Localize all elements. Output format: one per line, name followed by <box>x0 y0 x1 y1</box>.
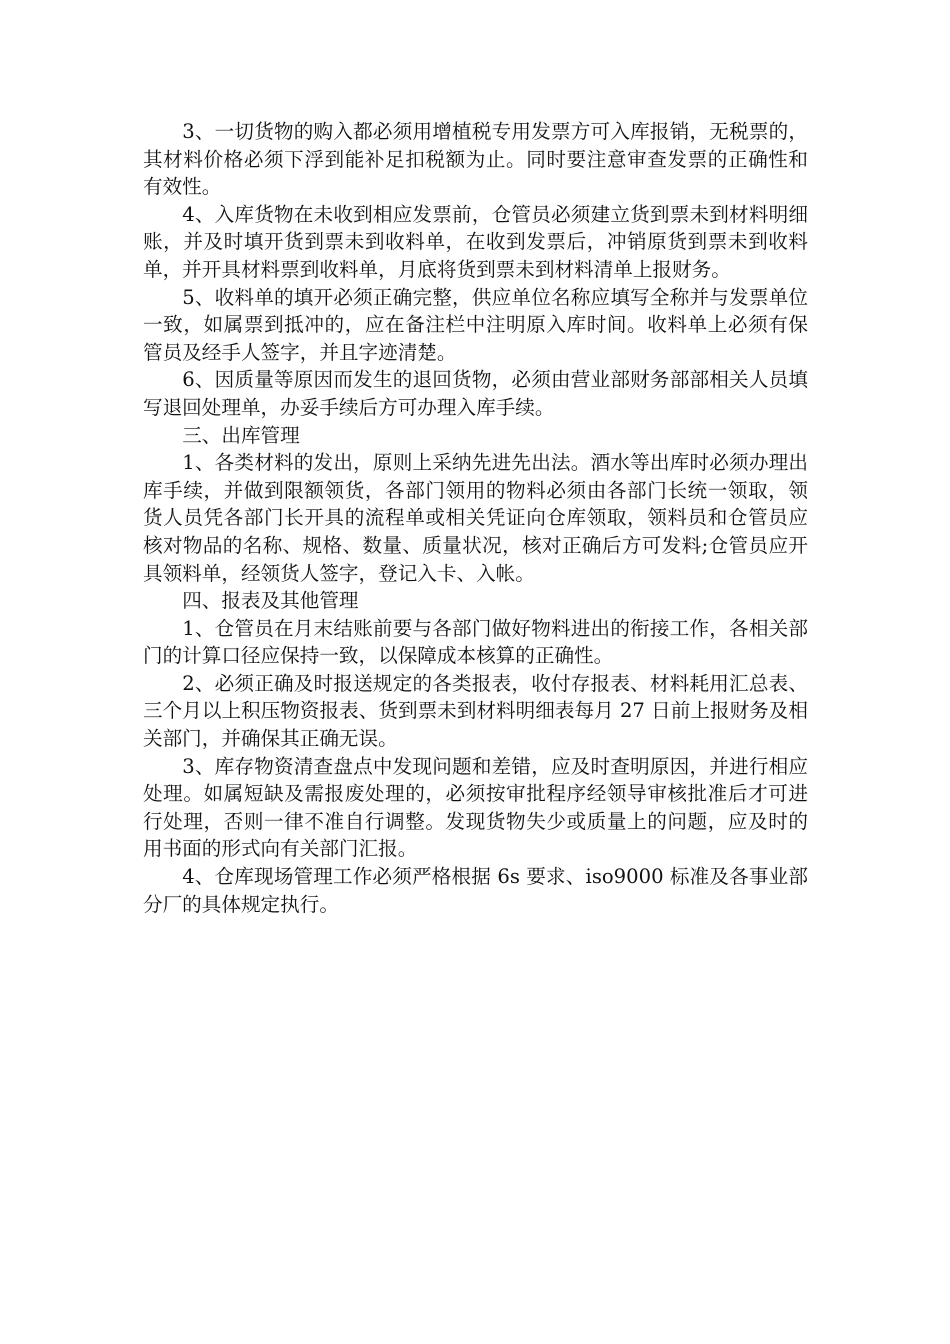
paragraph-inbound-6: 6、因质量等原因而发生的退回货物，必须由营业部财务部部相关人员填写退回处理单，办妥手续后方可办理入库手续。 <box>143 368 808 419</box>
paragraph-inbound-4: 4、入库货物在未收到相应发票前，仓管员必须建立货到票未到材料明细账，并及时填开货到票未到收料单，在收到发票后，冲销原货到票未到收料单，并开具材料票到收料单，月底将货到票未到材料清单上报财务。 <box>143 202 808 281</box>
paragraph-reports-4: 4、仓库现场管理工作必须严格根据 6s 要求、iso9000 标准及各事业部分厂的具体规定执行。 <box>143 865 808 916</box>
section-heading-reports: 四、报表及其他管理 <box>182 589 359 613</box>
paragraph-reports-1: 1、仓管员在月末结账前要与各部门做好物料进出的衔接工作，各相关部门的计算口径应保持一致，以保障成本核算的正确性。 <box>143 616 808 668</box>
paragraph-inbound-5: 5、收料单的填开必须正确完整，供应单位名称应填写全称并与发票单位一致，如属票到抵冲的，应在备注栏中注明原入库时间。收料单上必须有保管员及经手人签字，并且字迹清楚。 <box>143 285 808 364</box>
paragraph-outbound-1: 1、各类材料的发出，原则上采纳先进先出法。酒水等出库时必须办理出库手续，并做到限额领货，各部门领用的物料必须由各部门长统一领取，领货人员凭各部门长开具的流程单或相关凭证向仓库领取，领料员和仓管员应核对物品的名称、规格、数量、质量状况，核对正确后方可发料;仓管员应开具领料单，经领货人签字，登记入卡、入帐。 <box>143 451 808 585</box>
paragraph-inbound-3: 3、一切货物的购入都必须用增植税专用发票方可入库报销，无税票的，其材料价格必须下浮到能补足扣税额为止。同时要注意审查发票的正确性和有效性。 <box>143 120 808 199</box>
document-body <box>143 118 808 918</box>
paragraph-reports-3: 3、库存物资清查盘点中发现问题和差错，应及时查明原因，并进行相应处理。如属短缺及需报废处理的，必须按审批程序经领导审核批准后才可进行处理，否则一律不准自行调整。发现货物失少或质量上的问题，应及时的用书面的形式向有关部门汇报。 <box>143 754 808 861</box>
section-heading-outbound: 三、出库管理 <box>182 423 300 447</box>
paragraph-reports-2: 2、必须正确及时报送规定的各类报表，收付存报表、材料耗用汇总表、三个月以上积压物资报表、货到票未到材料明细表每月 27 日前上报财务及相关部门，并确保其正确无误。 <box>143 671 808 751</box>
